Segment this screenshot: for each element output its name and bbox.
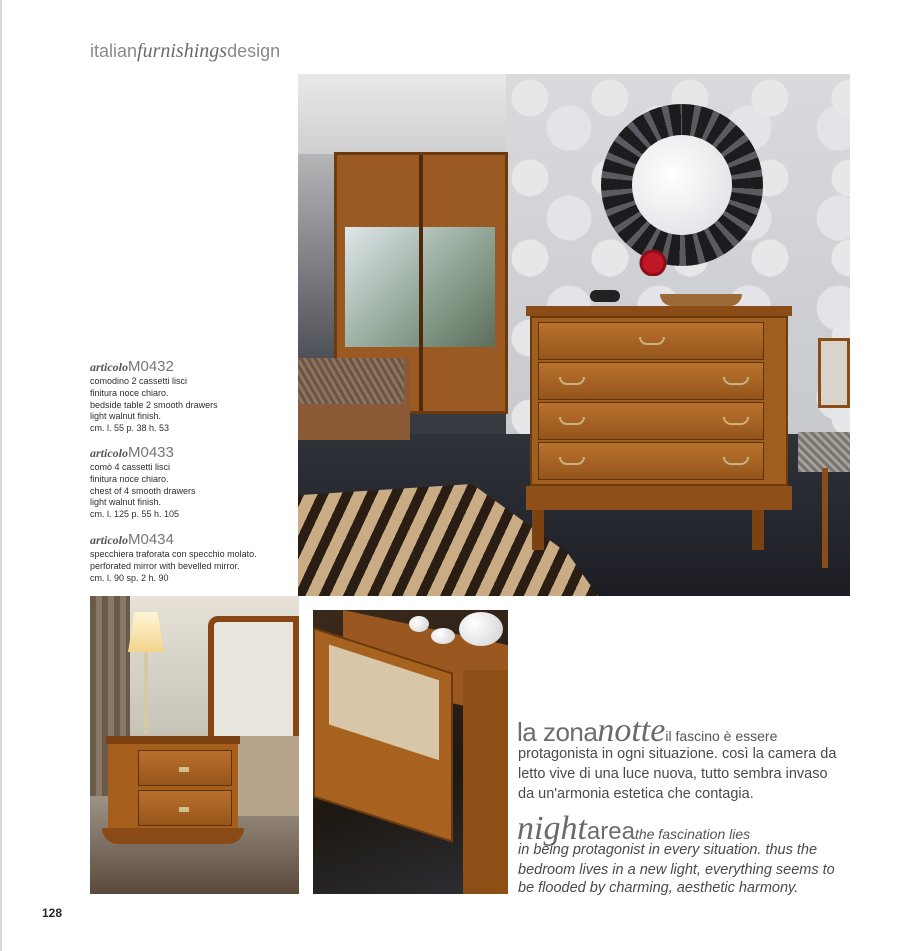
nightstand-photo [90,596,299,894]
spec-block-m0433: articoloM0433 comò 4 cassetti lisci finitura noce chiaro. chest of 4 smooth drawers light walnut finish. cm. l. 125 p. 55 h. 105 [90,444,196,520]
italian-title: la zonanotteil fascino è essere [517,712,778,749]
page-edge-rule [0,0,2,951]
english-body-line: in being protagonist in every situation. thus the [518,842,818,858]
red-flowers [628,250,678,276]
spec-block-m0434: articoloM0434 specchiera traforata con specchio molato. perforated mirror with bevelled mirror. cm. l. 90 sp. 2 h. 90 [90,531,257,583]
bedroom-photo [298,74,850,596]
open-drawer-photo [313,610,508,894]
vase [590,290,620,302]
chair [818,338,850,568]
perforated-mirror [601,104,763,266]
english-title: nightareathe fascination lies [517,810,751,847]
english-body-line: be flooded by charming, aesthetic harmony. [518,880,799,896]
bed [298,358,410,440]
italian-body-line: protagonista in ogni situazione. così la camera da [518,746,837,762]
decor-stone [431,628,455,644]
decor-bowl [660,294,742,306]
page-number: 128 [42,906,63,920]
lamp-shade [128,612,164,652]
italian-body-line: da un'armonia estetica che contagia. [518,786,754,802]
italian-body-line: letto vive di una luce nuova, tutto sembra invaso [518,766,828,782]
lamp-stem [144,652,148,734]
brand-header: italianfurnishingsdesign [90,40,281,62]
table-side [463,670,508,894]
ceiling [298,74,508,154]
chest-of-drawers [526,306,792,554]
decor-stone [459,612,503,646]
decor-stone [409,616,429,632]
spec-block-m0432: articoloM0432 comodino 2 cassetti lisci finitura noce chiaro. bedside table 2 smooth drawers light walnut finish. cm. l. 55 p. 38 h. 53 [90,358,218,434]
bedside-table [106,736,240,846]
english-body-line: bedroom lives in a new light, everything seems to [518,862,835,878]
headboard [208,616,299,746]
